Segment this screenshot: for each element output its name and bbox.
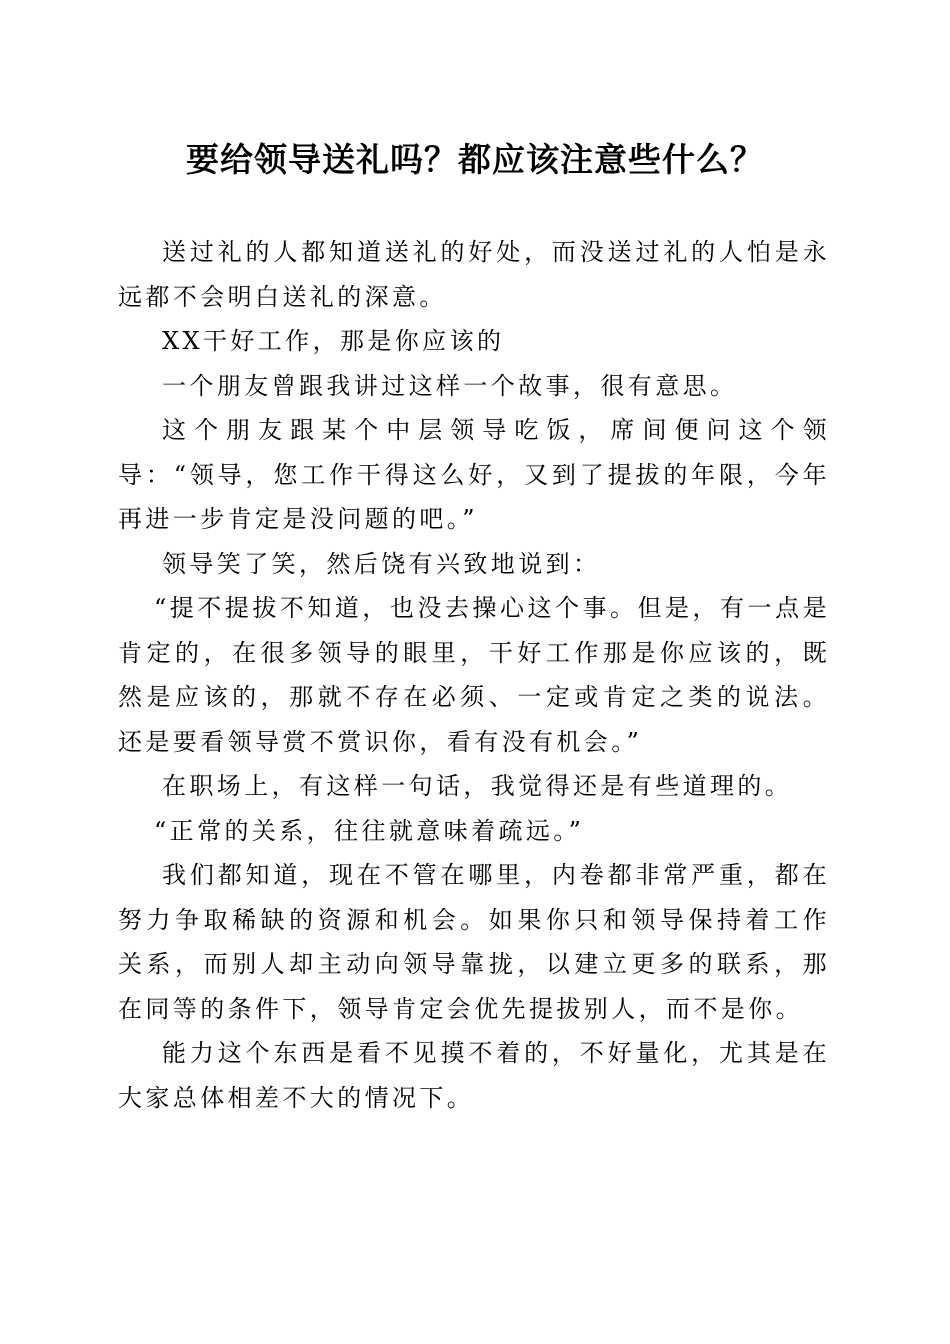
paragraph: 送过礼的人都知道送礼的好处，而没送过礼的人怕是永远都不会明白送礼的深意。: [118, 238, 830, 311]
paragraph: 这个朋友跟某个中层领导吃饭，席间便问这个领导：“领导，您工作干得这么好，又到了提拔的年限，今年再进一步肯定是没问题的吧。”: [118, 416, 830, 533]
paragraph: 领导笑了笑，然后饶有兴致地说到：: [162, 549, 601, 578]
paragraph: XX干好工作，那是你应该的: [162, 327, 505, 355]
document-body: [118, 230, 830, 1120]
document-title: 要给领导送礼吗？都应该注意些什么？: [186, 140, 764, 179]
paragraph: 一个朋友曾跟我讲过这样一个故事，很有意思。: [162, 371, 738, 400]
paragraph: 在职场上，有这样一句话，我觉得还是有些道理的。: [162, 772, 793, 800]
paragraph: 我们都知道，现在不管在哪里，内卷都非常严重，都在努力争取稀缺的资源和机会。如果你只和领导保持着工作关系，而别人却主动向领导靠拢，以建立更多的联系，那在同等的条件下，领导肯定会优先提拔别人，而不是你。: [118, 861, 830, 1023]
paragraph: 能力这个东西是看不见摸不着的，不好量化，尤其是在大家总体相差不大的情况下。: [118, 1039, 830, 1112]
paragraph: “正常的关系，往往就意味着疏远。”: [154, 816, 585, 845]
paragraph: “提不提拔不知道，也没去操心这个事。但是，有一点是肯定的，在很多领导的眼里，干好工作那是你应该的，既然是应该的，那就不存在必须、一定或肯定之类的说法。还是要看领导赏不赏识你，看有没有机会。”: [118, 594, 830, 756]
